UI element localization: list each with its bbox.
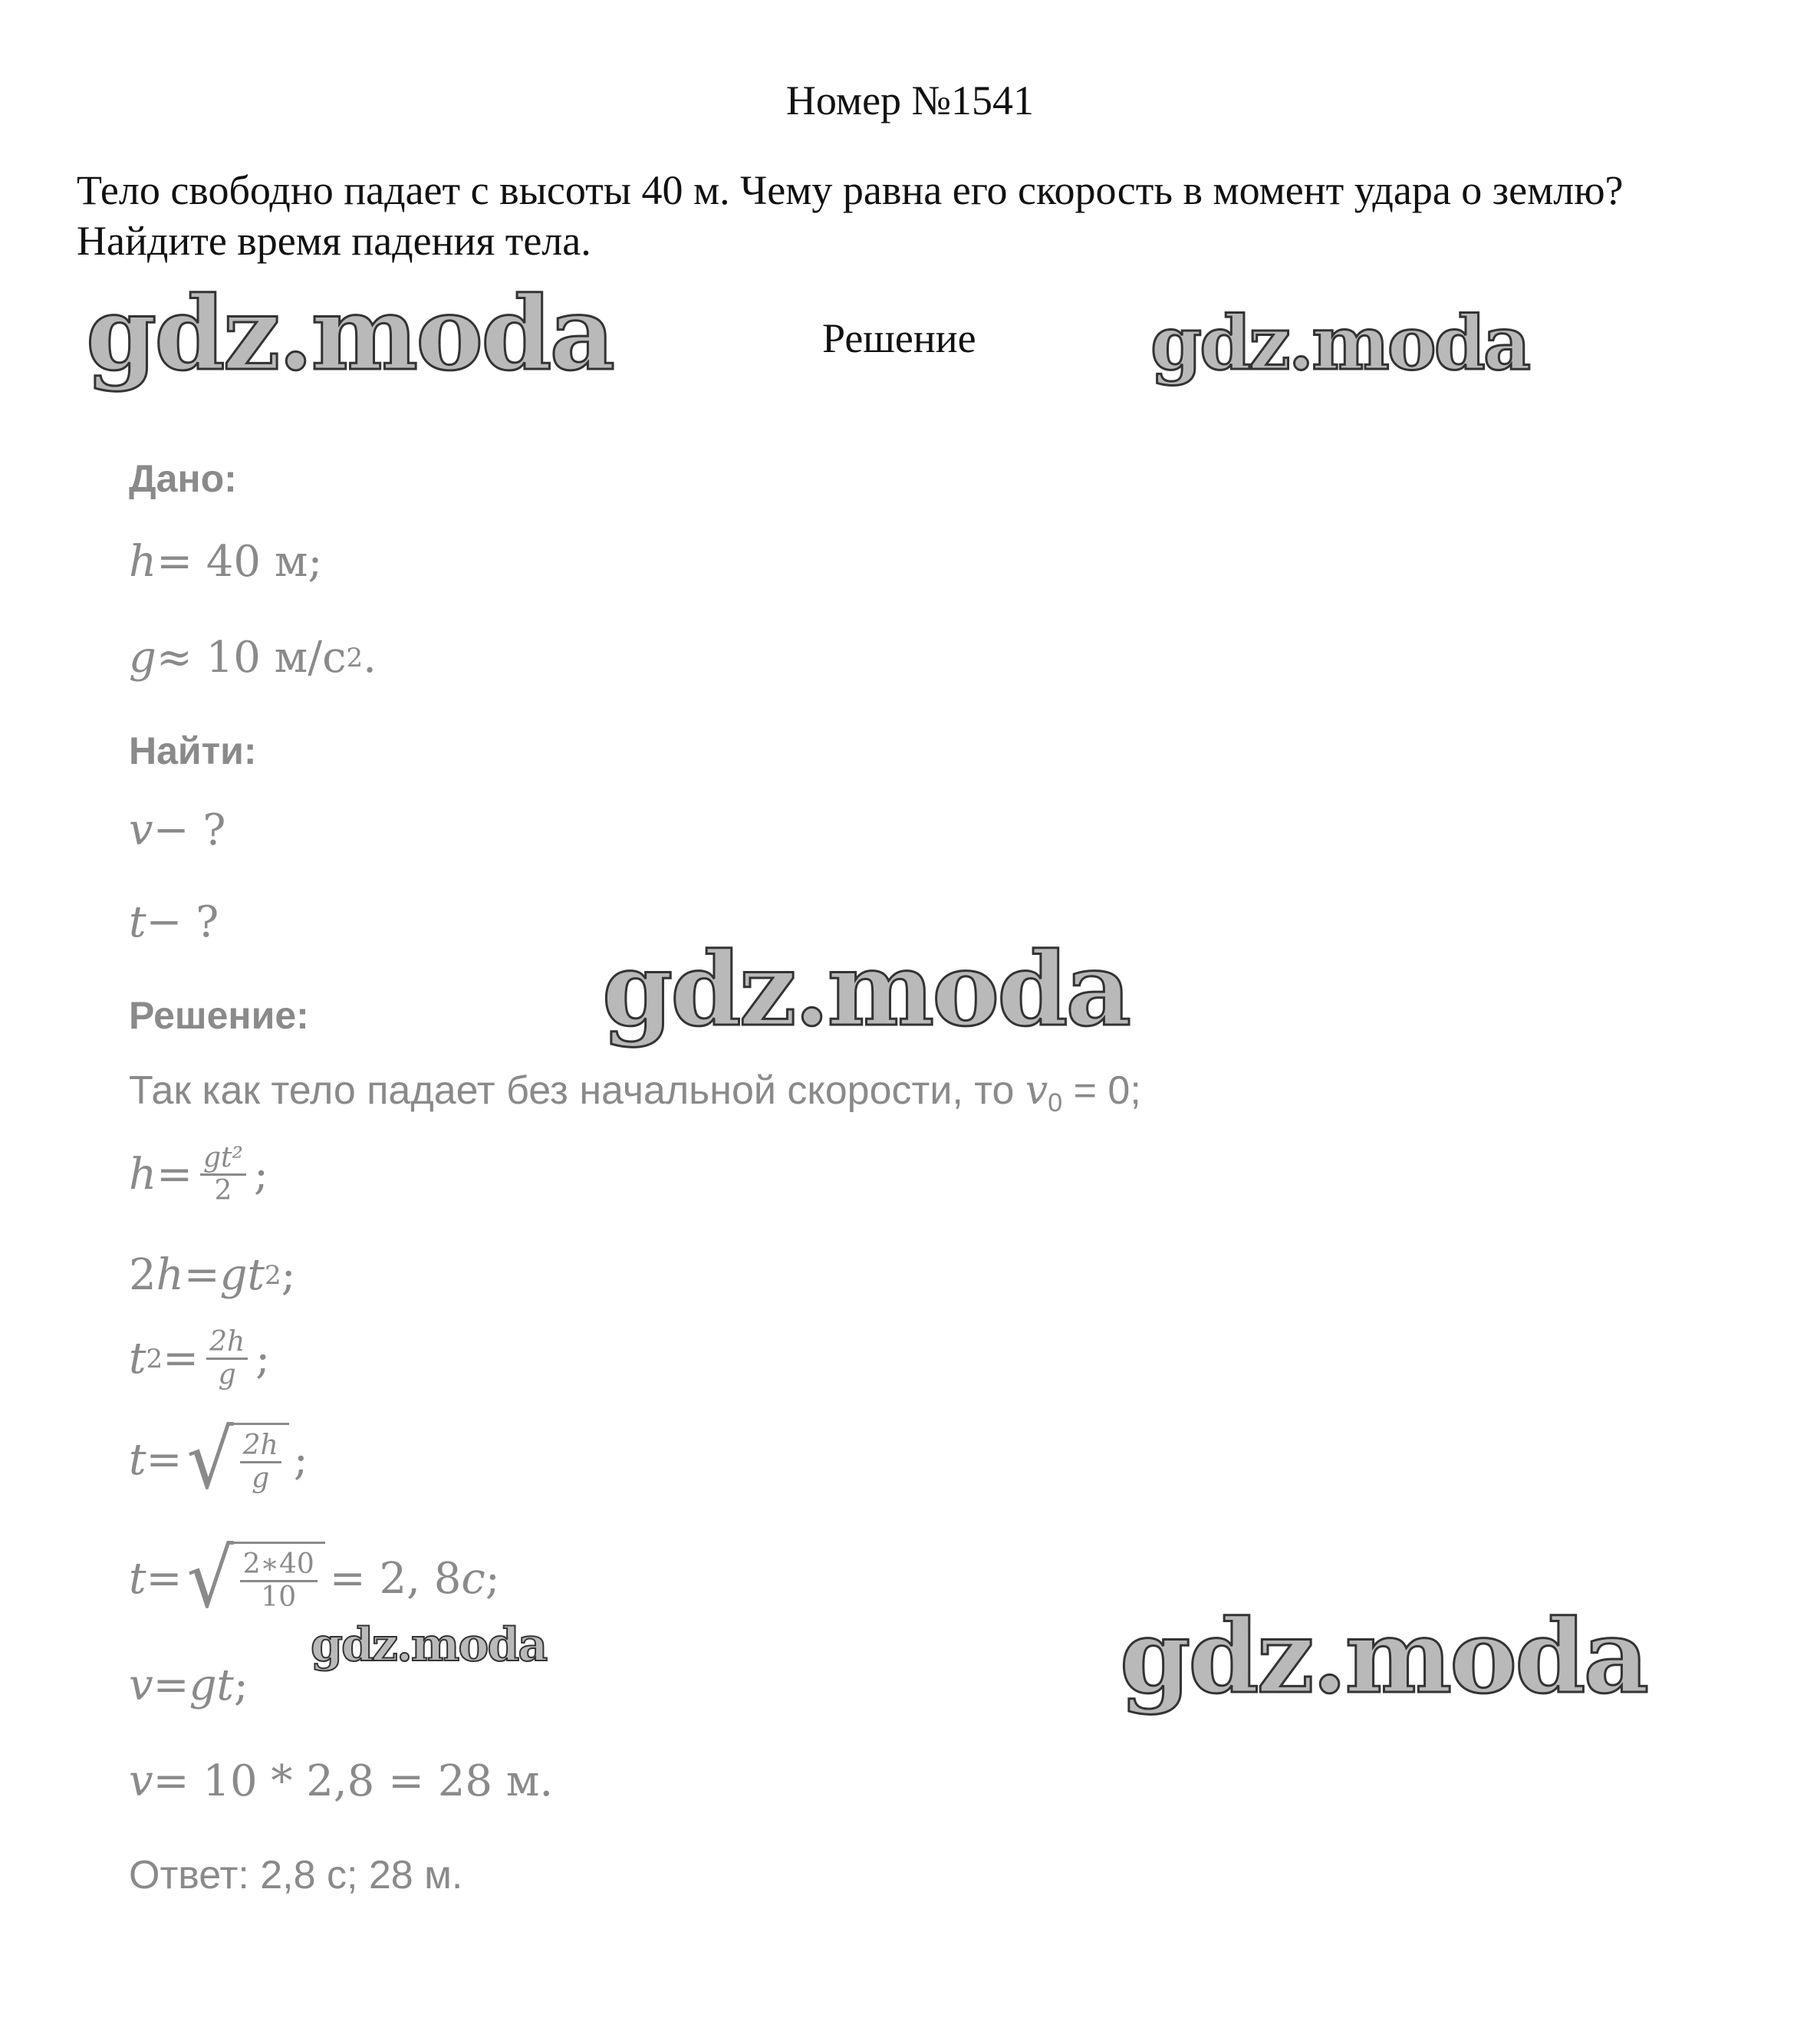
solution-intro: Так как тело падает без начальной скорости, то $v_0 = 0$; — [129, 1068, 1141, 1117]
equation-time-root: t = √ $\frac{2h}{g}$ ; — [129, 1412, 308, 1507]
section-heading: Решение — [822, 315, 976, 361]
equation-time-value: t = √ $\frac{2∗40}{10}$ = 2, 8 с ; — [129, 1531, 500, 1626]
given-label: Дано: — [129, 457, 237, 500]
watermark-logo: gdz.moda — [602, 930, 1130, 1049]
given-height: h = 40 м; — [129, 537, 323, 587]
watermark-logo: gdz.moda — [311, 1618, 547, 1672]
solution-label: Решение: — [129, 994, 309, 1037]
equation-velocity: v = gt ; — [129, 1660, 248, 1710]
find-label: Найти: — [129, 729, 257, 772]
task-text: Тело свободно падает с высоты 40 м. Чему равна его скорость в момент удара о землю? Найдите время падения тела. — [77, 167, 1624, 264]
given-gravity: g ≈ 10 м/с 2 . — [129, 633, 377, 683]
equation-velocity-value: v = 10 * 2,8 = 28 м. — [129, 1756, 554, 1806]
equation-height: h = $\frac{\text{gt²}}{2}$ ; — [129, 1142, 268, 1206]
find-velocity: v − ? — [129, 805, 226, 855]
find-time: t − ? — [129, 897, 219, 947]
watermark-logo: gdz.moda — [86, 275, 614, 393]
equation-double-height: 2 h = gt 2 ; — [129, 1250, 296, 1300]
watermark-logo: gdz.moda — [1120, 1598, 1647, 1716]
watermark-logo: gdz.moda — [1150, 300, 1529, 387]
answer: Ответ: 2,8 с; 28 м. — [129, 1853, 463, 1897]
equation-time-squared: t 2 = $\frac{2h}{g}$ ; — [129, 1326, 271, 1391]
page-title: Номер №1541 — [785, 77, 1035, 123]
